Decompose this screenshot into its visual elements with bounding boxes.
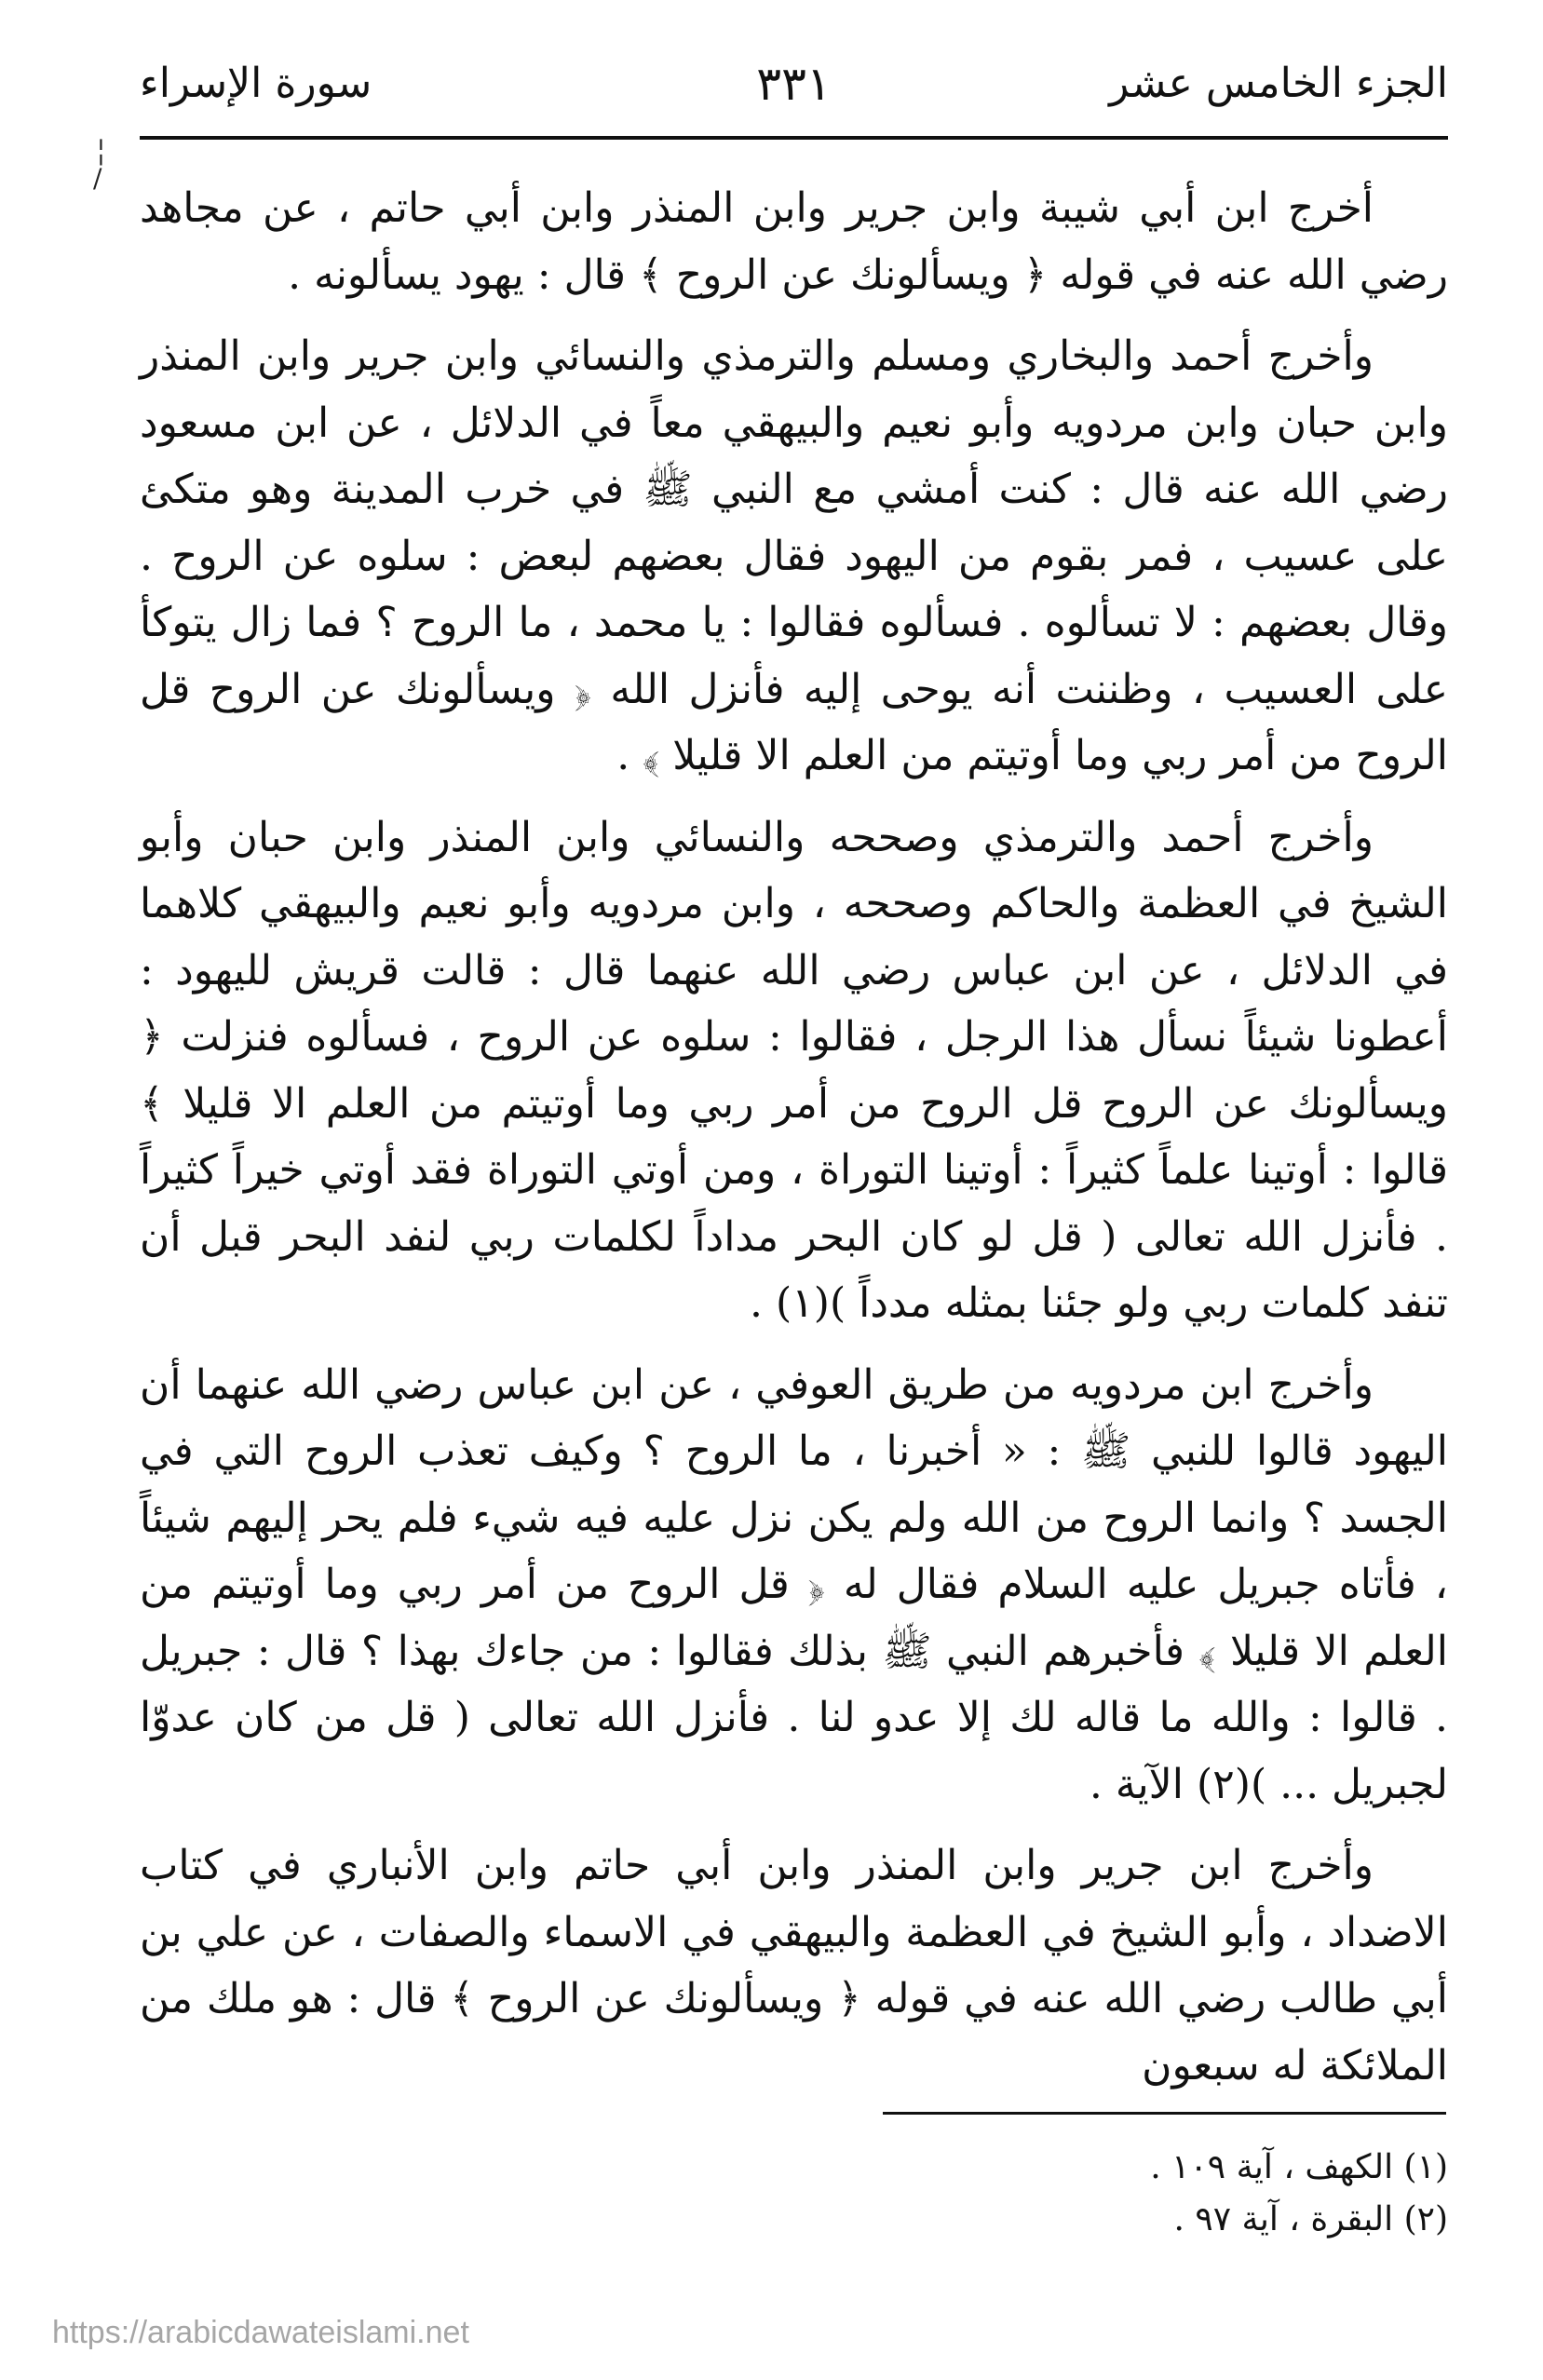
paragraph-3: وأخرج أحمد والترمذي وصححه والنسائي وابن المنذر وابن حبان وأبو الشيخ في العظمة والحاكم وصححه ، وابن مردويه وأبو نعيم والبيهقي كلاهما في الدلائل ، عن ابن عباس رضي الله عنهما قال : قالت قريش لليهود : أعطونا شيئاً نسأل هذا الرجل ، فقالوا : سلوه عن الروح ، فسألوه فنزلت ﴿ ويسألونك عن الروح قل الروح من أمر ربي وما أوتيتم من العلم الا قليلا ﴾ قالوا : أوتينا علماً كثيراً : أوتينا التوراة ، ومن أوتي التوراة فقد أوتي خيراً كثيراً . فأنزل الله تعالى ( قل لو كان البحر مداداً لكلمات ربي لنفد البحر قبل أن تنفد كلمات ربي ولو جئنا بمثله مدداً )(١) . <box>140 813 1448 1327</box>
page-header <box>140 37 1448 121</box>
part-title: الجزء الخامس عشر <box>1109 60 1448 107</box>
surah-title: سورة الإسراء <box>140 60 372 107</box>
paragraph-2: وأخرج أحمد والبخاري ومسلم والترمذي والنسائي وابن جرير وابن المنذر وابن حبان وابن مردويه وأبو نعيم والبيهقي معاً في الدلائل ، عن ابن مسعود رضي الله عنه قال : كنت أمشي مع النبي ﷺ في خرب المدينة وهو متكئ على عسيب ، فمر بقوم من اليهود فقال بعضهم لبعض : سلوه عن الروح . وقال بعضهم : لا تسألوه . فسألوه فقالوا : يا محمد ، ما الروح ؟ فما زال يتوكأ على العسيب ، وظننت أنه يوحى إليه فأنزل الله ﴿ ويسألونك عن الروح قل الروح من أمر ربي وما أوتيتم من العلم الا قليلا ﴾ . <box>140 332 1448 779</box>
watermark-url: https://arabicdawateislami.net <box>52 2315 469 2350</box>
footnotes <box>838 2142 1448 2246</box>
footnote-2: (٢) البقرة ، آية ٩٧ . <box>1173 2200 1448 2238</box>
header-rule <box>140 136 1448 140</box>
page-number: ٣٣١ <box>756 57 832 111</box>
footnote-rule <box>883 2112 1446 2115</box>
margin-marks: ╎ / <box>93 137 109 194</box>
paragraph-5: وأخرج ابن جرير وابن المنذر وابن أبي حاتم وابن الأنباري في كتاب الاضداد ، وأبو الشيخ في العظمة والبيهقي في الاسماء والصفات ، عن علي بن أبي طالب رضي الله عنه في قوله ﴿ ويسألونك عن الروح ﴾ قال : هو ملك من الملائكة له سبعون <box>140 1842 1448 2089</box>
paragraph-4: وأخرج ابن مردويه من طريق العوفي ، عن ابن عباس رضي الله عنهما أن اليهود قالوا للنبي ﷺ : « أخبرنا ، ما الروح ؟ وكيف تعذب الروح التي في الجسد ؟ وانما الروح من الله ولم يكن نزل عليه فيه شيء فلم يحر إليهم شيئاً ، فأتاه جبريل عليه السلام فقال له ﴿ قل الروح من أمر ربي وما أوتيتم من العلم الا قليلا ﴾ فأخبرهم النبي ﷺ بذلك فقالوا : من جاءك بهذا ؟ قال : جبريل . قالوا : والله ما قاله لك إلا عدو لنا . فأنزل الله تعالى ( قل من كان عدوّا لجبريل ... )(٢) الآية . <box>140 1360 1448 1808</box>
paragraph-1: أخرج ابن أبي شيبة وابن جرير وابن المنذر وابن أبي حاتم ، عن مجاهد رضي الله عنه في قوله ﴿ ويسألونك عن الروح ﴾ قال : يهود يسألونه . <box>140 184 1448 299</box>
main-text <box>140 175 1448 2114</box>
footnote-1: (١) الكهف ، آية ١٠٩ . <box>1150 2148 1448 2186</box>
